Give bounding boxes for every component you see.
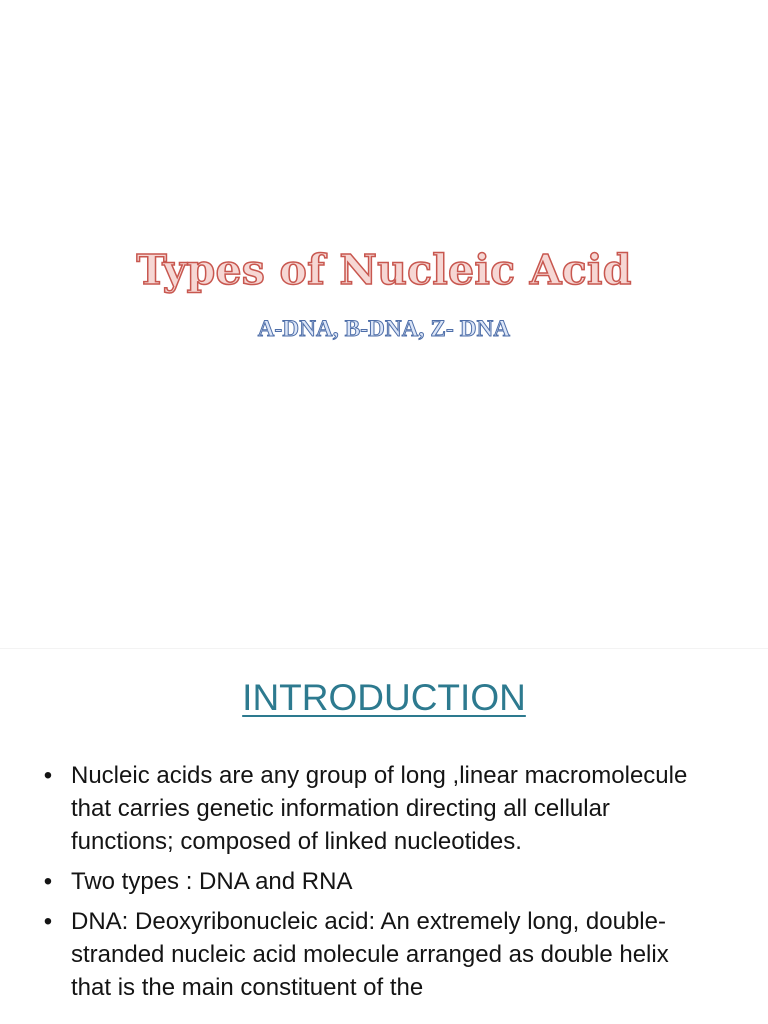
bullet-marker: •	[43, 762, 53, 789]
introduction-bullet-list	[38, 759, 698, 1011]
bullet-text-2: Two types : DNA and RNA	[71, 868, 353, 895]
slide-subtitle: A-DNA, B-DNA, Z- DNA	[257, 316, 511, 341]
bullet-item-2	[38, 865, 698, 898]
bullet-item-1	[38, 759, 698, 858]
slide-title: Types of Nucleic Acid	[136, 246, 632, 294]
bullet-marker: •	[43, 868, 53, 895]
bullet-text-3: DNA: Deoxyribonucleic acid: An extremely long, double-stranded nucleic acid molecule arranged as double helix that is the main constituent of the	[71, 908, 669, 1001]
bullet-item-3	[38, 905, 698, 1004]
introduction-heading: INTRODUCTION	[242, 677, 526, 718]
bullet-text-1: Nucleic acids are any group of long ,linear macromolecule that carries genetic information directing all cellular functions; composed of linked nucleotides.	[71, 762, 688, 855]
bullet-marker: •	[43, 908, 53, 935]
